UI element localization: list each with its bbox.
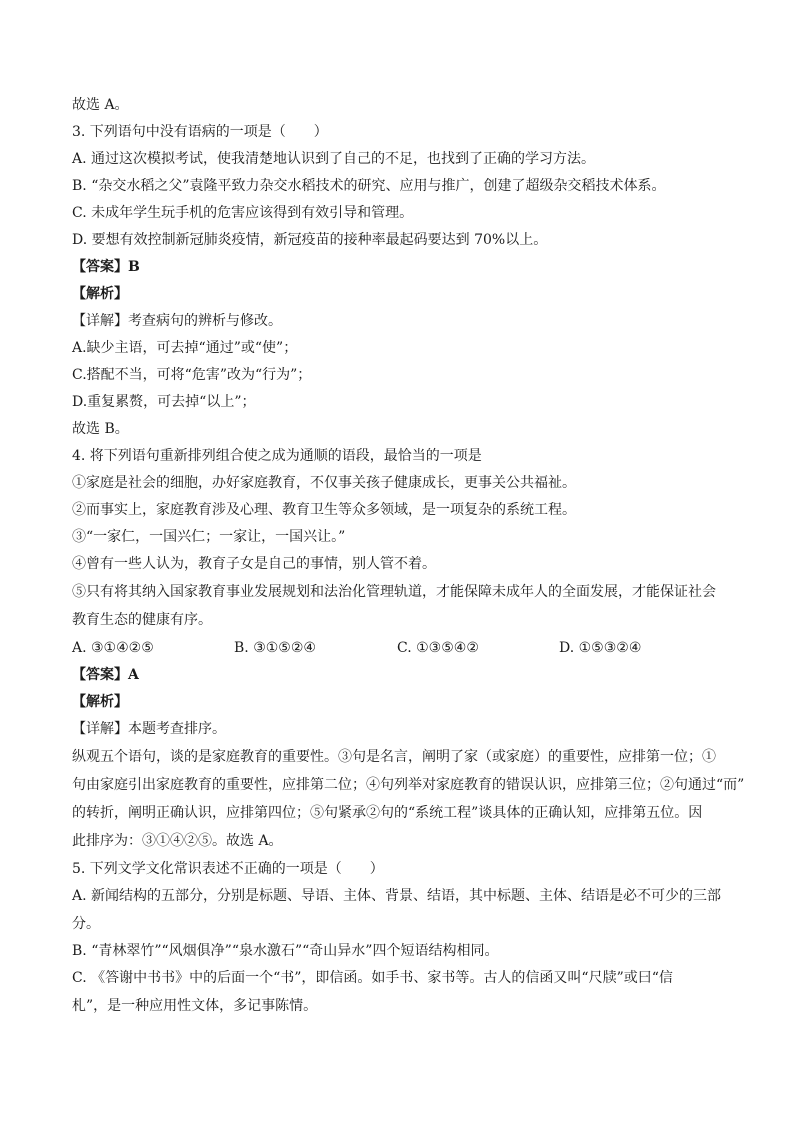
text-line: 纵观五个语句，谈的是家庭教育的重要性。③句是名言，阐明了家（或家庭）的重要性，应排第一位；① [72, 749, 716, 765]
detail-line: 【详解】考查病句的辨析与修改。 [72, 313, 282, 329]
question-4-sentence-5: ⑤只有将其纳入国家教育事业发展规划和法治化管理轨道，才能保障未成年人的全面发展，才能保证社会 [72, 584, 716, 600]
question-4-sentence-4: ④曾有一些人认为，教育子女是自己的事情，别人管不着。 [72, 556, 436, 572]
text-line: 句由家庭引出家庭教育的重要性，应排第二位；④句列举对家庭教育的错误认识，应排第三位；②句通过“而” [72, 777, 745, 793]
question-4-option-c: C. ①③⑤④② [397, 640, 479, 656]
text-line: 分。 [72, 916, 100, 932]
text-line: C.搭配不当，可将“危害”改为“行为”； [72, 367, 312, 383]
question-3-stem: 3. 下列语句中没有语病的一项是（ ） [72, 124, 328, 140]
question-5-option-b: B. “青林翠竹”“风烟俱净”“泉水激石”“奇山异水”四个短语结构相同。 [72, 943, 499, 959]
question-5-stem: 5. 下列文学文化常识表述不正确的一项是（ ） [72, 861, 384, 877]
answer-label: 【答案】B [72, 259, 140, 275]
question-4-sentence-3: ③“一家仁，一国兴仁；一家让，一国兴让。” [72, 529, 346, 545]
text-line: 教育生态的健康有序。 [72, 612, 212, 628]
question-4-option-a: A. ③①④②⑤ [72, 640, 154, 656]
question-4-sentence-2: ②而事实上，家庭教育涉及心理、教育卫生等众多领域，是一项复杂的系统工程。 [72, 502, 576, 518]
question-5-option-a: A. 新闻结构的五部分，分别是标题、导语、主体、背景、结语，其中标题、主体、结语是必不可少的三部 [72, 888, 722, 904]
question-4-sentence-1: ①家庭是社会的细胞，办好家庭教育，不仅事关孩子健康成长，更事关公共福祉。 [72, 475, 576, 491]
text-line: 札”，是一种应用性文体，多记事陈情。 [72, 998, 318, 1014]
analysis-label: 【解析】 [72, 694, 128, 710]
analysis-label: 【解析】 [72, 286, 128, 302]
text-line: D.重复累赘，可去掉“以上”； [72, 394, 256, 410]
question-4-option-d: D. ①⑤③②④ [559, 640, 642, 656]
question-4-option-b: B. ③①⑤②④ [234, 640, 316, 656]
question-5-option-c: C. 《答谢中书书》中的后面一个“书”，即信函。如手书、家书等。古人的信函又叫“尺牍”或曰“信 [72, 970, 673, 986]
detail-line: 【详解】本题考查排序。 [72, 721, 226, 737]
question-3-option-a: A. 通过这次模拟考试，使我清楚地认识到了自己的不足，也找到了正确的学习方法。 [72, 151, 596, 167]
question-4-stem: 4. 将下列语句重新排列组合使之成为通顺的语段，最恰当的一项是 [72, 448, 482, 464]
answer-label: 【答案】A [72, 667, 139, 683]
question-3-option-d: D. 要想有效控制新冠肺炎疫情，新冠疫苗的接种率最起码要达到 70%以上。 [72, 232, 548, 248]
question-3-option-c: C. 未成年学生玩手机的危害应该得到有效引导和管理。 [72, 205, 414, 221]
text-line: A.缺少主语，可去掉“通过”或“使”； [72, 340, 298, 356]
text-line: 故选 B。 [72, 421, 129, 437]
text-line: 的转折，阐明正确认识，应排第四位；⑤句紧承②句的“系统工程”谈具体的正确认知，应排第五位。因 [72, 805, 703, 821]
text-line: 故选 A。 [72, 97, 129, 113]
question-3-option-b: B. “杂交水稻之父”袁隆平致力杂交水稻技术的研究、应用与推广，创建了超级杂交稻技术体系。 [72, 178, 666, 194]
text-line: 此排序为：③①④②⑤。故选 A。 [72, 833, 283, 849]
